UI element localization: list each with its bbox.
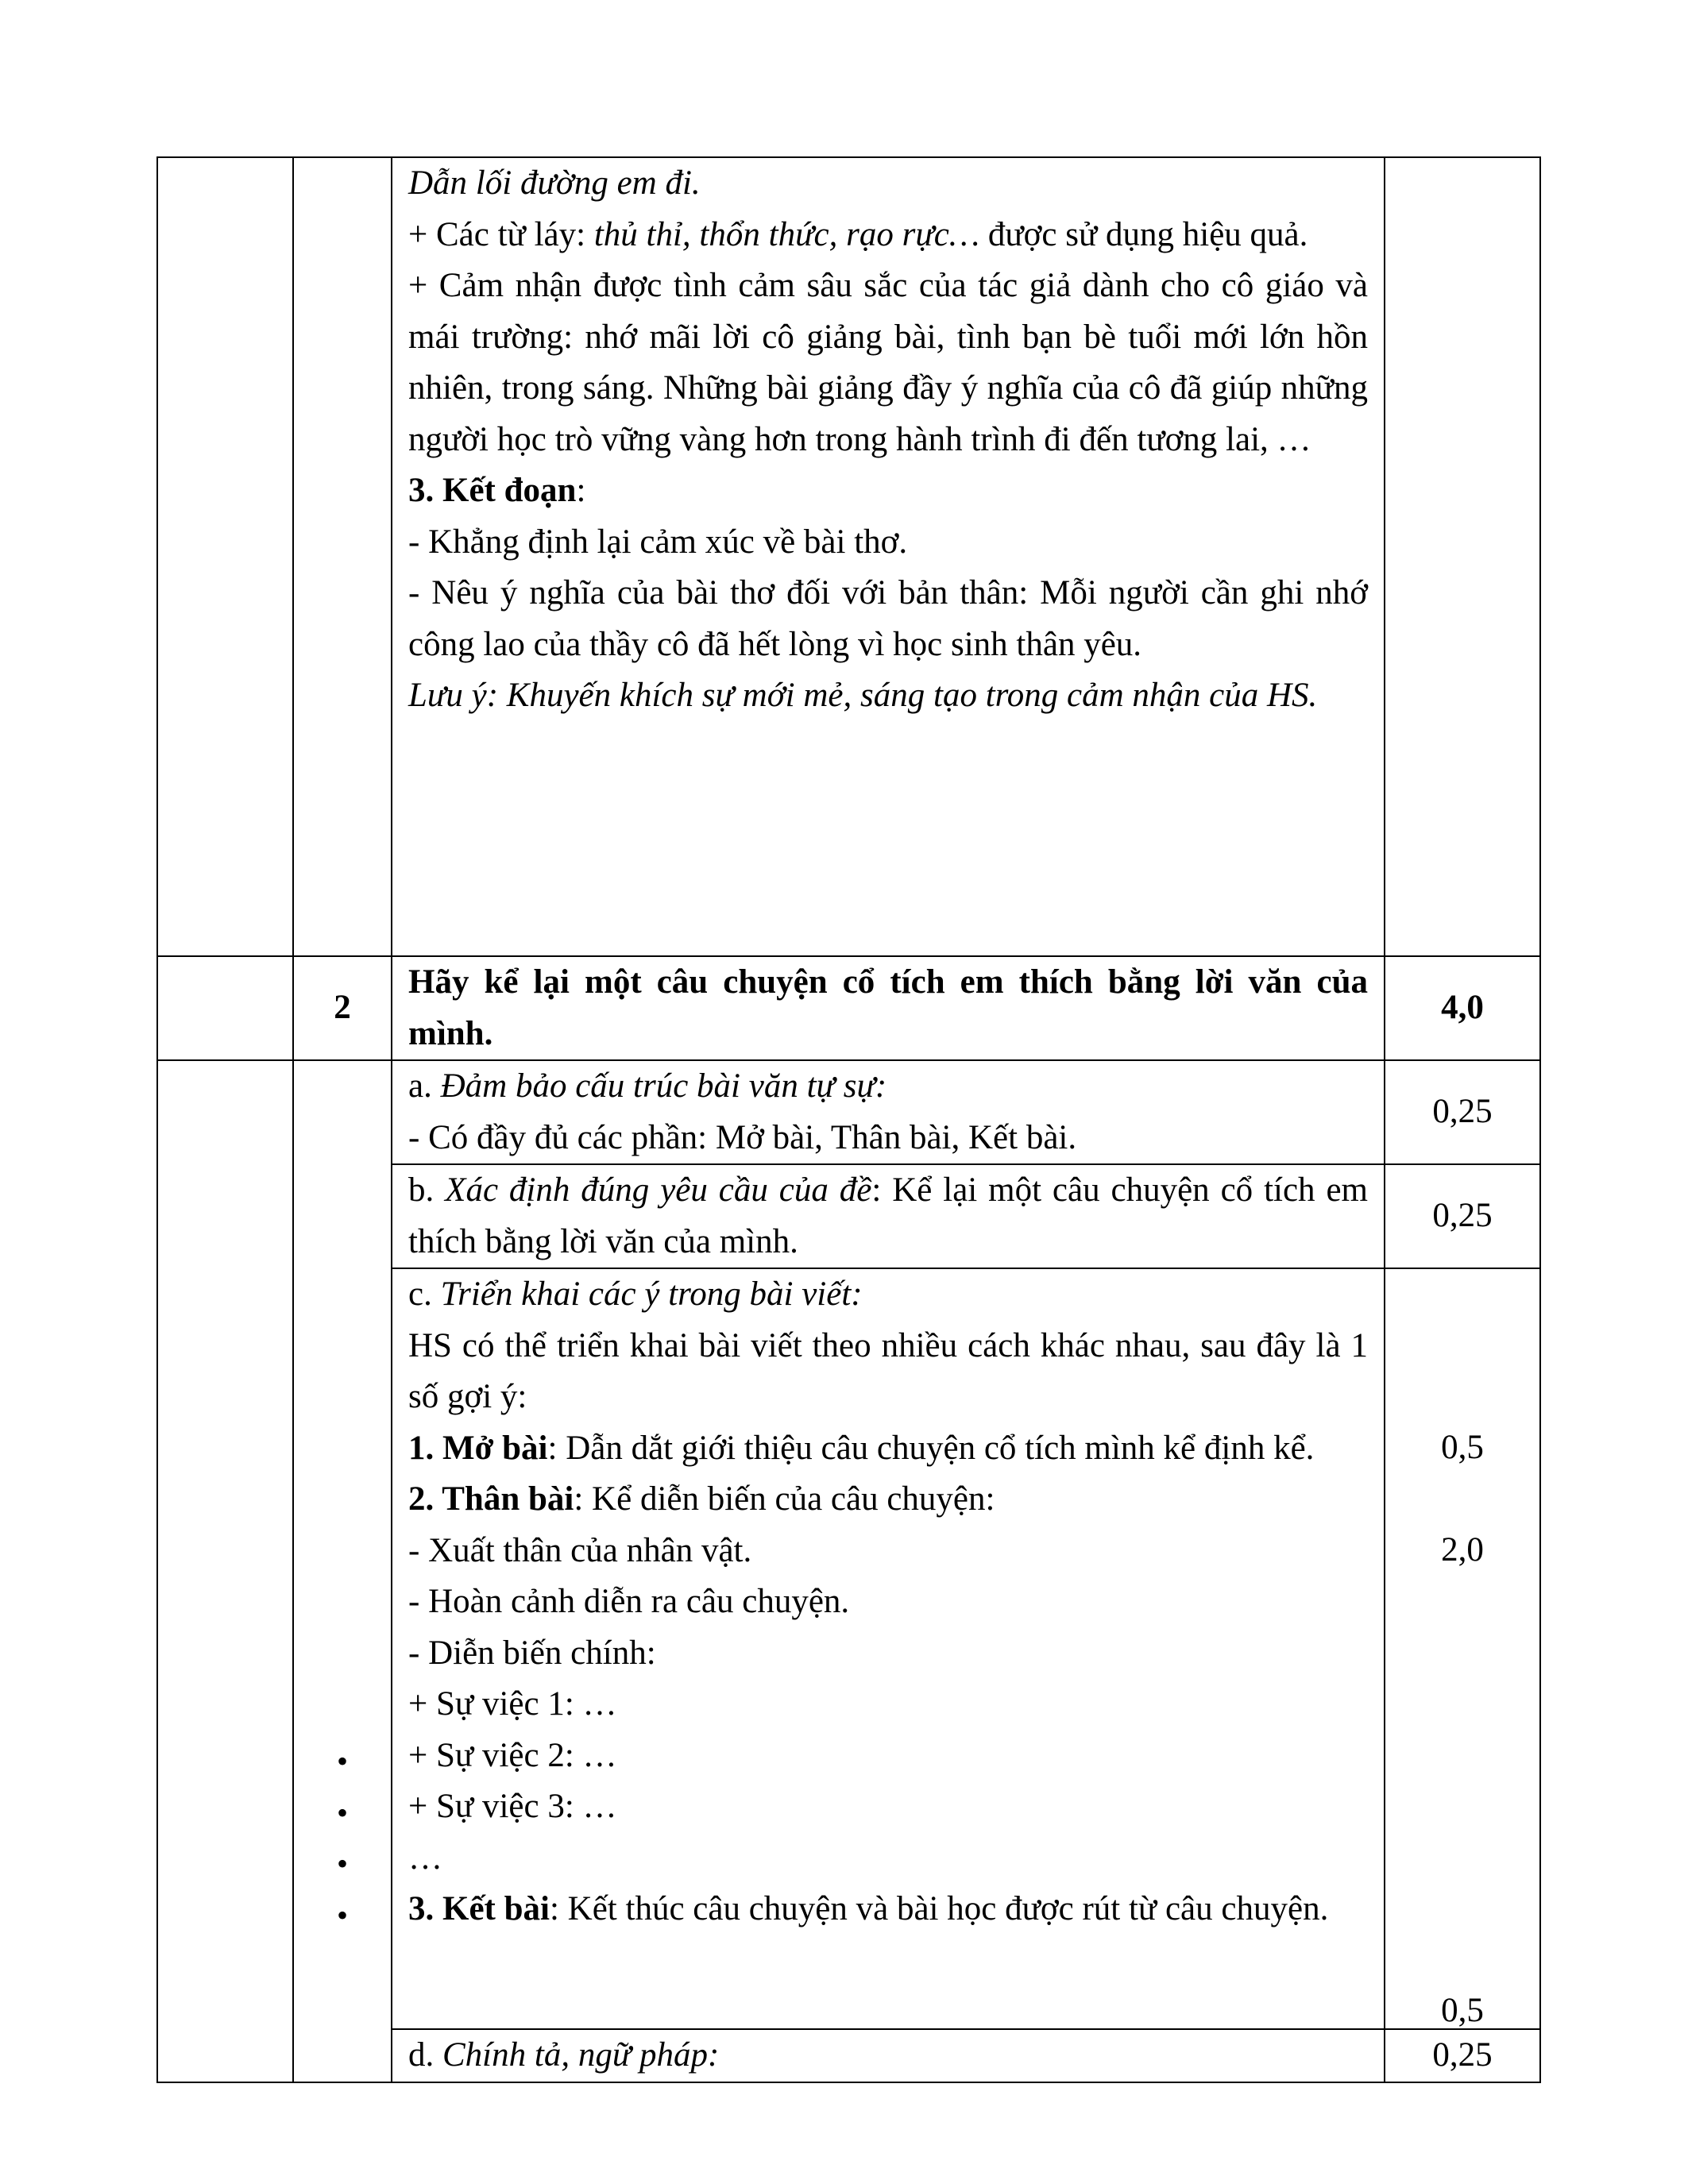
text-run: : Kể lại một câu chuyện cổ tích em thích bằng lời văn của mình. <box>408 1171 1368 1260</box>
text-line <box>408 1884 1368 1935</box>
bullet-icon: • <box>336 1794 348 1831</box>
text-run: 1. Mở bài <box>408 1429 548 1467</box>
text-line <box>408 2030 1368 2082</box>
score-d: 0,25 <box>1385 2029 1540 2082</box>
text-run: - Hoàn cảnh diễn ra câu chuyện. <box>408 1583 850 1620</box>
text-line <box>408 1061 1368 1113</box>
score-than-bai: 2,0 <box>1441 1531 1484 1569</box>
text-line <box>408 465 1368 517</box>
text-run: … <box>408 1839 442 1877</box>
cell-bullets <box>293 1060 392 2082</box>
text-line <box>408 670 1368 722</box>
text-run: thủ thỉ, thổn thức, rạo rực… <box>593 215 980 253</box>
text-run: + Sự việc 3: … <box>408 1788 617 1825</box>
text-run: + Cảm nhận được tình cảm sâu sắc của tác giả dành cho cô giáo và mái trường: nhớ mãi lời cô giảng bài, tình bạn bè tuổi mới lớn hồn nhiên, trong sáng. Những bài giảng đầy ý nghĩa của cô đã giúp những người học trò vững vàng hơn trong hành trình đi đến tương lai, … <box>408 267 1368 458</box>
question-number: 2 <box>293 956 392 1060</box>
text-run: + Sự việc 1: … <box>408 1685 617 1723</box>
criterion-d <box>392 2030 1384 2082</box>
question-text: Hãy kể lại một câu chuyện cổ tích em thích bằng lời văn của mình. <box>408 963 1368 1052</box>
cell-content <box>392 1268 1385 2029</box>
text-line <box>408 1679 1368 1731</box>
score-a: 0,25 <box>1385 1060 1540 1164</box>
cell-part <box>157 1060 293 2082</box>
bullet-icon: • <box>336 1897 348 1933</box>
cell-content <box>392 157 1385 956</box>
text-run: Đảm bảo cấu trúc bài văn tự sự: <box>440 1067 887 1105</box>
text-run: a. <box>408 1067 441 1105</box>
text-line <box>408 158 1368 210</box>
text-line <box>408 1781 1368 1833</box>
score-ket-bai: 0,5 <box>1441 1992 1484 2029</box>
text-line <box>408 1113 1368 1164</box>
text-line <box>408 1731 1368 1782</box>
text-run: + Các từ láy: <box>408 215 594 253</box>
text-line <box>408 1526 1368 1577</box>
score-mo-bai: 0,5 <box>1441 1429 1484 1466</box>
cell-content <box>392 1164 1385 1268</box>
text-run: d. <box>408 2036 442 2074</box>
text-run: : Dẫn dắt giới thiệu câu chuyện cổ tích mình kể định kể. <box>547 1429 1315 1467</box>
text-line <box>408 1165 1368 1268</box>
text-run: 3. Kết bài <box>408 1890 550 1927</box>
text-line <box>408 1474 1368 1526</box>
text-run: 2. Thân bài <box>408 1480 574 1518</box>
text-line <box>408 1628 1368 1680</box>
criterion-a <box>392 1061 1384 1163</box>
text-run: b. <box>408 1171 446 1209</box>
score-b: 0,25 <box>1385 1164 1540 1268</box>
text-line <box>408 517 1368 569</box>
criterion-c <box>392 1269 1384 1935</box>
text-line <box>408 260 1368 465</box>
text-run: Lưu ý: Khuyến khích sự mới mẻ, sáng tạo trong cảm nhận của HS. <box>408 677 1318 714</box>
answer-key-table <box>156 156 1541 2083</box>
text-run: - Nêu ý nghĩa của bài thơ đối với bản thân: Mỗi người cần ghi nhớ công lao của thầy cô đã hết lòng vì học sinh thân yêu. <box>408 574 1368 663</box>
text-run: 3. Kết đoạn <box>408 472 577 509</box>
text-run: - Khẳng định lại cảm xúc về bài thơ. <box>408 523 908 561</box>
text-line <box>408 1423 1368 1475</box>
text-run: Chính tả, ngữ pháp: <box>442 2036 720 2074</box>
text-run: + Sự việc 2: … <box>408 1736 617 1774</box>
text-line <box>408 210 1368 261</box>
text-run: Dẫn lối đường em đi. <box>408 164 701 202</box>
text-line <box>408 1321 1368 1423</box>
text-line <box>408 1269 1368 1321</box>
text-run: Triển khai các ý trong bài viết: <box>440 1275 863 1313</box>
text-line <box>408 568 1368 670</box>
cell-part <box>157 157 293 956</box>
bullet-icon: • <box>336 1846 348 1881</box>
text-run: - Có đầy đủ các phần: Mở bài, Thân bài, Kết bài. <box>408 1118 1077 1156</box>
table-row <box>157 956 1540 1060</box>
cell-content <box>392 956 1385 1060</box>
text-run: - Xuất thân của nhân vật. <box>408 1531 752 1569</box>
cell-content <box>392 2029 1385 2082</box>
text-line <box>408 1576 1368 1628</box>
text-line <box>408 1833 1368 1885</box>
table-row <box>157 157 1540 956</box>
cell-score <box>1385 1268 1540 2029</box>
text-run: được sử dụng hiệu quả. <box>979 215 1308 253</box>
text-run: : Kết thúc câu chuyện và bài học được rút từ câu chuyện. <box>549 1890 1329 1927</box>
bullet-icon: • <box>336 1743 348 1779</box>
text-run: : Kể diễn biến của câu chuyện: <box>574 1480 995 1518</box>
text-run: HS có thể triển khai bài viết theo nhiều cách khác nhau, sau đây là 1 số gợi ý: <box>408 1326 1368 1415</box>
cell-content <box>392 1060 1385 1164</box>
text-run: : <box>576 472 586 509</box>
content-block <box>392 158 1384 722</box>
cell-question-number <box>293 157 392 956</box>
text-run: Xác định đúng yêu cầu của đề <box>445 1171 872 1209</box>
text-run: - Diễn biến chính: <box>408 1634 656 1672</box>
cell-part <box>157 956 293 1060</box>
question-score: 4,0 <box>1385 956 1540 1060</box>
cell-score <box>1385 157 1540 956</box>
bullet-column <box>294 1736 391 1941</box>
table-row <box>157 1060 1540 1164</box>
criterion-b <box>392 1165 1384 1268</box>
text-run: c. <box>408 1275 441 1313</box>
